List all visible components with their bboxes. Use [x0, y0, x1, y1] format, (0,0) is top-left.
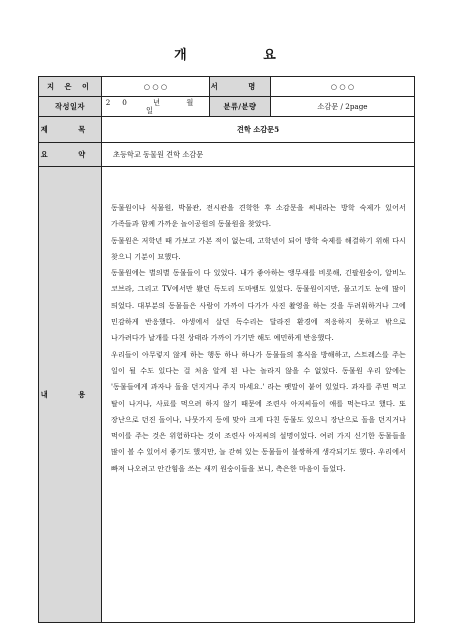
report-form-table [38, 76, 415, 623]
author-row [39, 77, 415, 97]
content-label: 내 용 [39, 167, 102, 623]
category-value: 소감문 / 2page [271, 97, 415, 117]
subject-row [39, 117, 415, 143]
summary-label: 요 약 [39, 143, 102, 167]
date-value: 20 년 월 일 [102, 97, 210, 117]
content-paragraph-2: 동물원은 저학년 때 가보고 가본 적이 없는데, 고학년이 되어 방학 숙제를 해결하기 위해 다시 찾으니 기분이 묘했다. [111, 235, 406, 261]
document-heading: 개 요 [174, 48, 312, 63]
author-label: 지 은 이 [39, 77, 102, 97]
signature-value: ○ ○ ○ [271, 77, 415, 97]
content-paragraph-4: 우리들이 아무렇지 않게 하는 행동 하나 하나가 동물들의 휴식을 방해하고, 스트레스를 주는 일이 될 수도 있다는 걸 처음 알게 된 나는 놀라지 않을 수 없었다. 동물원 우리 앞에는 '동물들에게 과자나 돌을 던지거나 주지 마세요.' 라는 팻말이 붙어 있었다. 과자를 주면 먹고 탈이 나거나, 사료를 먹으려 하지 않기 때문에 조련사 아저씨들이 애를 먹는다고 했다. 또 장난으로 던진 돌이나, 나뭇가지 등에 맞아 크게 다친 동물도 있으니 장난으로 돌을 던지거나 먹이를 주는 것은 위험하다는 것이 조련사 아저씨의 설명이었다. 여러 가지 신기한 동물들을 많이 볼 수 있어서 좋기도 했지만, 늘 갇혀 있는 동물들이 불쌍하게 생각되기도 했다. 우리에서 빠져 나오려고 안간힘을 쓰는 새끼 원숭이들을 보니, 측은한 마음이 들었다. [111, 349, 407, 473]
date-row [39, 97, 415, 117]
content-row [39, 167, 415, 623]
summary-value: 초등학교 동물원 견학 소감문 [102, 143, 415, 167]
category-label: 분류/분량 [210, 97, 271, 117]
signature-label: 서 명 [210, 77, 271, 97]
content-body [102, 167, 415, 623]
content-paragraph-1: 동물원이나 식물원, 박물관, 전시관을 견학한 후 소감문을 써내라는 방학 숙제가 있어서 가족들과 함께 가까운 놀이공원의 동물원을 찾았다. [111, 203, 406, 229]
date-label: 작성일자 [39, 97, 102, 117]
subject-value: 견학 소감문5 [102, 117, 415, 143]
author-value: ○ ○ ○ [102, 77, 210, 97]
subject-label: 제 목 [39, 117, 102, 143]
content-paragraph-3: 동물원에는 별의별 동물들이 다 있었다. 내가 좋아하는 앵무새를 비롯해, 긴팔원숭이, 알비노 코브라, 그리고 TV에서만 봤던 독도리 도마뱀도 있었다. 동물원이지만, 물고기도 눈에 많이 띄었다. 대부분의 동물들은 사람이 가까이 다가가 사진 촬영을 하는 것을 두려워하거나 그에 민감하게 반응했다. 야생에서 살던 독수리는 달라진 환경에 적응하지 못하고 밖으로 나가려다가 날개를 다친 상태라 가까이 가기만 해도 예민하게 반응했다. [111, 268, 407, 343]
summary-row [39, 143, 415, 167]
